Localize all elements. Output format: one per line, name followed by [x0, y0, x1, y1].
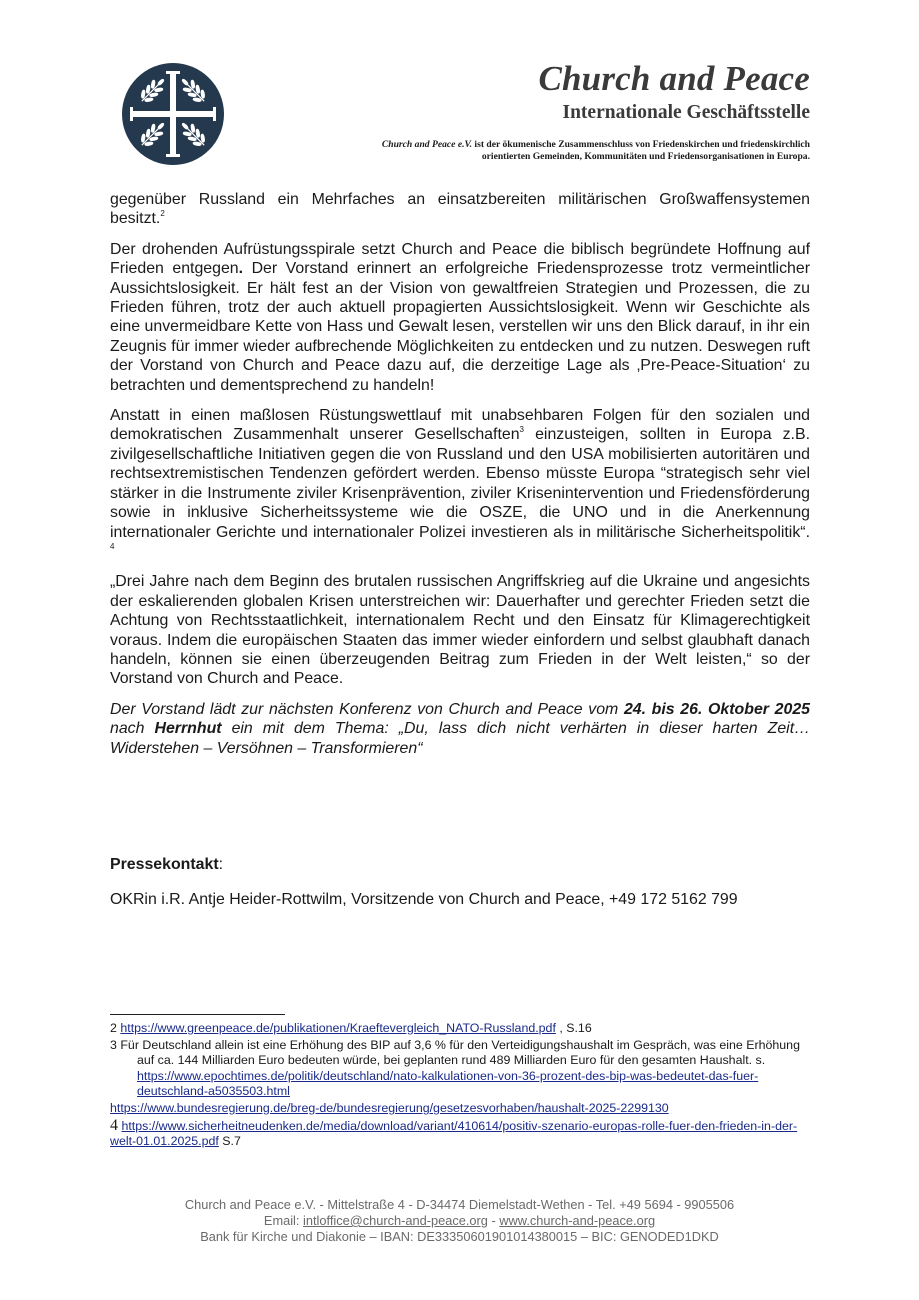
- footer-address: Church and Peace e.V. - Mittelstraße 4 - D-34474 Diemelstadt-Wethen - Tel. +49 5694 - 9905506: [184, 1197, 735, 1212]
- conference-date: 24. bis 26. Oktober 2025: [623, 700, 810, 718]
- footnote-2-link[interactable]: https://www.greenpeace.de/publikationen/Kraeftevergleich_NATO-Russland.pdf: [120, 1021, 556, 1035]
- description-line-1: ist der ökumenische Zusammenschluss von Friedenskirchen und friedenskirchlich: [472, 139, 810, 150]
- footer-contact: Email: intloffice@church-and-peace.org - www.church-and-peace.org: [263, 1213, 656, 1228]
- footer-website-link[interactable]: www.church-and-peace.org: [499, 1213, 656, 1228]
- press-contact-line: OKRin i.R. Antje Heider-Rottwilm, Vorsitzende von Church and Peace, +49 172 5162 799: [110, 891, 738, 909]
- paragraph-1: gegenüber Russland ein Mehrfaches an einsatzbereiten militärischen Großwaffensystemen besitzt.$^2$: [110, 191, 810, 228]
- footnote-4-link[interactable]: https://www.sicherheitneudenken.de/media/download/variant/410614/positiv-szenario-europas-rolle-fuer-den-frieden-in-der-welt-01.01.2025.pdf: [110, 1119, 798, 1149]
- description-line-2: orientierten Gemeinden, Kommunitäten und Friedensorganisationen in Europa.: [481, 151, 810, 162]
- page-footer: [0, 1197, 919, 1245]
- press-contact: Pressekontakt: OKRin i.R. Antje Heider-Rottwilm, Vorsitzende von Church and Peace, +49 172 5162 799: [110, 855, 810, 926]
- office-name: Internationale Geschäftsstelle: [562, 101, 810, 123]
- paragraph-5-conference: Der Vorstand lädt zur nächsten Konferenz von Church and Peace vom 24. bis 26. Oktober 2025 nach Herrnhut ein mit dem Thema: „Du, lass dich nicht verhärten in dieser harten Zeit…Widerstehen – Versöhnen – Transformieren“: [110, 700, 811, 757]
- church-and-peace-logo: [121, 62, 225, 166]
- footnote-2: 2 https://www.greenpeace.de/publikationen/Kraeftevergleich_NATO-Russland.pdf , S.16: [110, 1021, 592, 1035]
- footer-bank-details: Bank für Kirche und Diakonie – IBAN: DE33350601901014380015 – BIC: GENODED1DKD: [200, 1229, 719, 1244]
- paragraph-4-quote: „Drei Jahre nach dem Beginn des brutalen russischen Angriffskrieg auf die Ukraine und angesichts der eskalierenden globalen Krisen unterstreichen wir: Dauerhafter und gerechter Frieden setzt die Achtung von Rechtsstaatlichkeit, internationalem Recht und den Einsatz für Klimagerechtigkeit voraus. Indem die europäischen Staaten das immer wieder einfordern und selbst glaubhaft danach handeln, können sie einen überzeugenden Beitrag zum Frieden in der Welt leisten,“ so der Vorstand von Church and Peace.: [110, 573, 810, 688]
- footnote-separator: [110, 1014, 285, 1015]
- press-release-body: [110, 190, 810, 769]
- conference-place: Herrnhut: [154, 720, 222, 738]
- organization-name: Church and Peace: [538, 59, 810, 98]
- footer-email-link[interactable]: intloffice@church-and-peace.org: [303, 1213, 488, 1228]
- footnote-3-link[interactable]: https://www.epochtimes.de/politik/deutschland/nato-kalkulationen-von-36-prozent-des-bip-was-bedeutet-das-fuer-deutschland-a5035503.html: [137, 1068, 759, 1098]
- footnote-3: 3 Für Deutschland allein ist eine Erhöhung des BIP auf 3,6 % für den Verteidigungshaushalt im Gespräch, was eine Erhöhung auf ca. 144 Milliarden Euro bedeuten würde, bei geplanten rund 489 Milliarden Euro für den gesamten Haushalt. s. https://www.epochtimes.de/politik/deutschland/nato-kalkulationen-von-36-prozent-des-bip-was-bedeutet-das-fuer-deutschland-a5035503.html: [110, 1038, 800, 1098]
- footnote-4: 4 https://www.sicherheitneudenken.de/media/download/variant/410614/positiv-szenario-europas-rolle-fuer-den-frieden-in-der-welt-01.01.2025.pdf S.7: [110, 1117, 798, 1149]
- footnotes: [110, 1021, 815, 1152]
- footnote-ref-4[interactable]: 4: [110, 541, 115, 551]
- footnote-ref-3[interactable]: 3: [519, 425, 524, 435]
- letterhead: [538, 60, 810, 124]
- paragraph-2: Der drohenden Aufrüstungsspirale setzt Church and Peace die biblisch begründete Hoffnung auf Frieden entgegen. Der Vorstand erinnert an erfolgreiche Friedensprozesse trotz vermeintlicher Aussichtslosigkeit. Er hält fest an der Vision von gewaltfreien Strategien und Prozessen, die zu Frieden führen, trotz der auch aktuell propagierten Aussichtslosigkeit. Wenn wir Geschichte als eine unvermeidbare Kette von Hass und Gewalt lesen, verstellen wir uns den Blick darauf, in ihr ein Zeugnis für immer wieder aufbrechende Möglichkeiten zu entdecken und zu nutzen. Deswegen ruft der Vorstand von Church and Peace dazu auf, die derzeitige Lage als ‚Pre-Peace-Situation‘ zu betrachten und dementsprechend zu handeln!: [110, 240, 810, 394]
- olive-branch-cross-icon: [121, 62, 225, 166]
- organization-description: [382, 139, 810, 163]
- footnote-ref-2[interactable]: 2: [160, 209, 165, 219]
- paragraph-3: Anstatt in einen maßlosen Rüstungswettlauf mit unabsehbaren Folgen für den sozialen und demokratischen Zusammenhalt unserer Gesellschaften$^3$ einzusteigen, sollten in Europa z.B. zivilgesellschaftliche Initiativen gegen die von Russland und den USA mobilisierten autoritären und rechtsextremistischen Tendenzen gefördert werden. Ebenso müsste Europa “strategisch sehr viel stärker in die Instrumente ziviler Krisenprävention, ziviler Krisenintervention und Friedensförderung sowie in inklusive Sicherheitssysteme wie die OSZE, die UNO und in die Anerkennung internationaler Gerichte und internationaler Polizei investieren als in militärische Sicherheitspolitik“. $^4$: [110, 407, 810, 551]
- press-contact-heading: Pressekontakt: [110, 856, 219, 873]
- footnote-3-second-link: [110, 1101, 815, 1116]
- footnote-3-link-2[interactable]: https://www.bundesregierung.de/breg-de/bundesregierung/gesetzesvorhaben/haushalt-2025-2299130: [110, 1101, 669, 1116]
- organization-legal-name: Church and Peace e.V.: [381, 139, 473, 150]
